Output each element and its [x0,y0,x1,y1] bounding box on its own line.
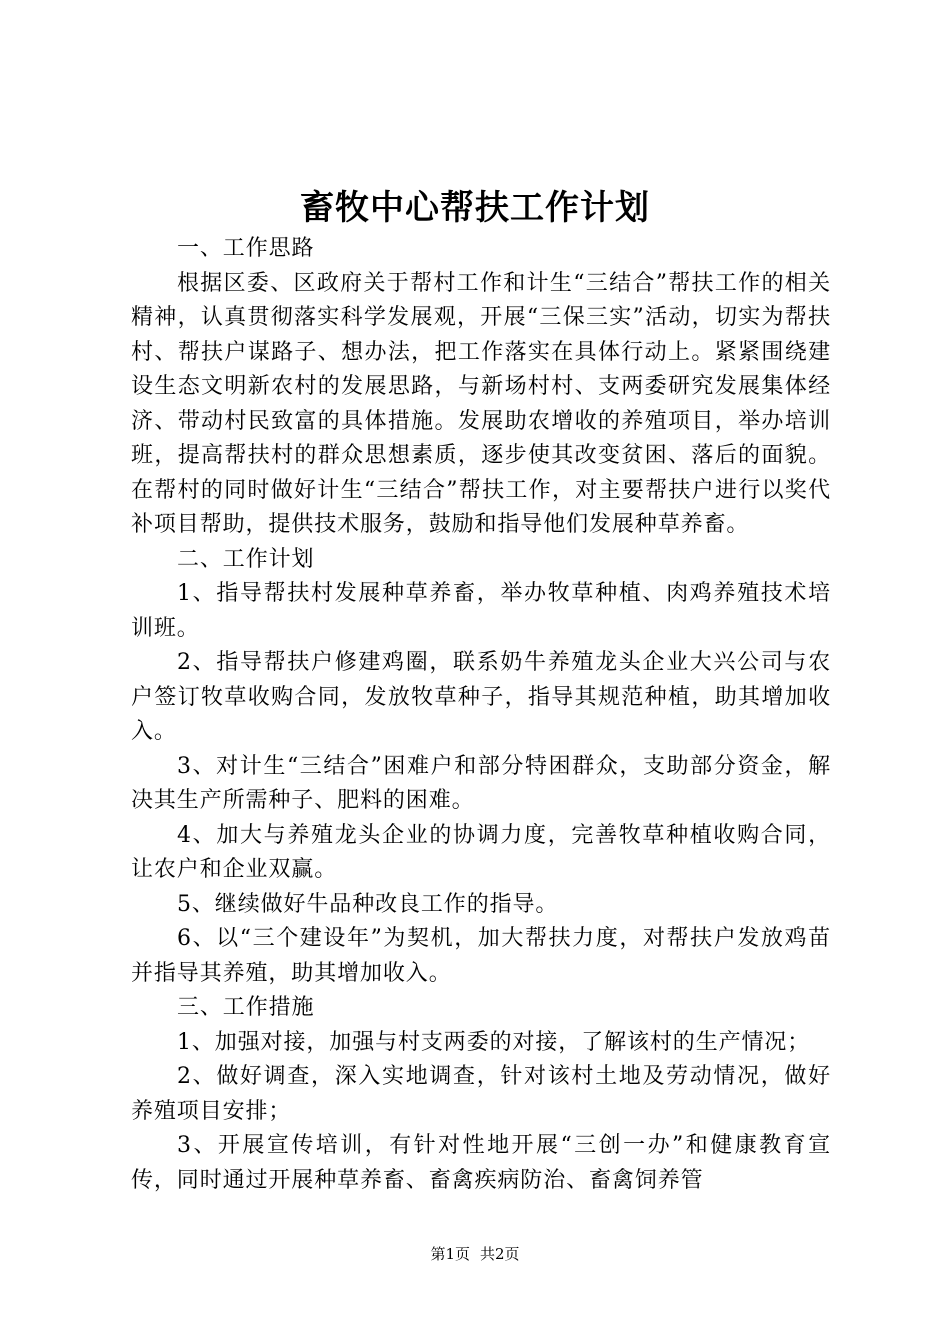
section-heading-3: 三、工作措施 [177,995,315,1020]
document-title: 畜牧中心帮扶工作计划 [300,188,650,228]
paragraph: 5、继续做好牛品种改良工作的指导。 [177,891,559,917]
paragraph: 3、开展宣传培训，有针对性地开展“三创一办”和健康教育宣传，同时通过开展种草养畜、畜禽疾病防治、畜禽饲养管 [131,1133,831,1193]
paragraph: 4、加大与养殖龙头企业的协调力度，完善牧草种植收购合同，让农户和企业双赢。 [131,822,831,882]
paragraph: 2、指导帮扶户修建鸡圈，联系奶牛养殖龙头企业大兴公司与农户签订牧草收购合同，发放牧草种子，指导其规范种植，助其增加收入。 [131,650,831,744]
paragraph: 1、指导帮扶村发展种草养畜，举办牧草种植、肉鸡养殖技术培训班。 [131,581,831,641]
document-body [131,232,831,1198]
paragraph: 1、加强对接，加强与村支两委的对接，了解该村的生产情况； [177,1029,811,1055]
paragraph: 3、对计生“三结合”困难户和部分特困群众，支助部分资金，解决其生产所需种子、肥料的困难。 [131,753,831,813]
page-number: 第1页 [430,1245,470,1263]
page-footer [0,1244,950,1264]
page-total: 共2页 [480,1245,520,1263]
paragraph: 2、做好调查，深入实地调查，针对该村土地及劳动情况，做好养殖项目安排； [131,1064,831,1124]
paragraph: 6、以“三个建设年”为契机，加大帮扶力度，对帮扶户发放鸡苗并指导其养殖，助其增加收入。 [131,926,831,986]
paragraph: 根据区委、区政府关于帮村工作和计生“三结合”帮扶工作的相关精神，认真贯彻落实科学发展观，开展“三保三实”活动，切实为帮扶村、帮扶户谋路子、想办法，把工作落实在具体行动上。紧紧围绕建设生态文明新农村的发展思路，与新场村村、支两委研究发展集体经济、带动村民致富的具体措施。发展助农增收的养殖项目，举办培训班，提高帮扶村的群众思想素质，逐步使其改变贫困、落后的面貌。在帮村的同时做好计生“三结合”帮扶工作，对主要帮扶户进行以奖代补项目帮助，提供技术服务，鼓励和指导他们发展种草养畜。 [131,270,831,537]
section-heading-1: 一、工作思路 [177,236,315,261]
section-heading-2: 二、工作计划 [177,546,315,572]
